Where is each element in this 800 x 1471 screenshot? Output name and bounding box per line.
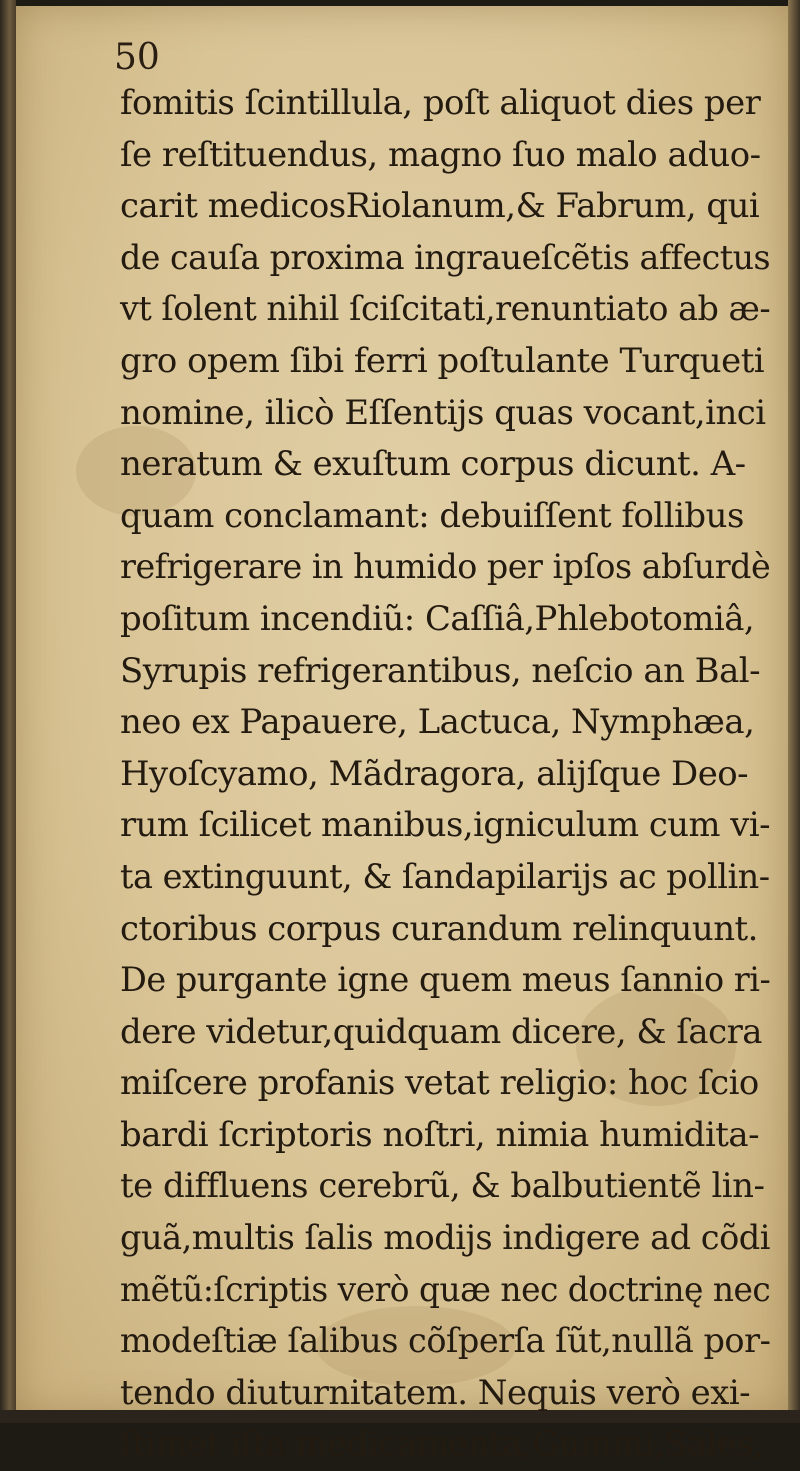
text-line: Hyoſcyamo, Mãdragora, alijſque Deo- [120, 753, 749, 794]
text-line: refrigerare in humido per ipſos abſurdè [120, 547, 771, 588]
text-line: gro opem ſibi ferri poſtulante Turqueti [120, 340, 765, 381]
body-text [120, 78, 772, 1471]
text-line: dere videtur,quidquam dicere, & ſacra [120, 1011, 763, 1052]
text-line: ſtimet iſta medicamenta,Gummi,Sales, [120, 1424, 764, 1465]
text-line: De purgante igne quem meus ſannio ri- [120, 960, 771, 1001]
text-line: guã,multis ſalis modijs indigere ad cõdi [120, 1218, 771, 1259]
text-line: carit medicosRiolanum,& Fabrum, qui [120, 186, 760, 227]
text-line: quam conclamant: debuiſſent follibus [120, 495, 744, 536]
text-line: Syrupis refrigerantibus, neſcio an Bal- [120, 650, 761, 691]
text-line: mẽtũ:ſcriptis verò quæ nec doctrinę nec [120, 1269, 771, 1310]
text-line: ſe reſtituendus, magno ſuo malo aduo- [120, 134, 761, 175]
book-spine-shadow [0, 0, 16, 1423]
text-line: nomine, ilicò Eſſentijs quas vocant,inci [120, 392, 766, 433]
text-line: te diffluens cerebrũ, & balbutientẽ lin- [120, 1166, 765, 1207]
text-line: tendo diuturnitatem. Nequis verò exi- [120, 1372, 751, 1413]
text-line: de cauſa proxima ingraueſcẽtis affectus [120, 237, 771, 278]
page-number: 50 [114, 37, 160, 78]
text-line: vt ſolent nihil ſciſcitati,renuntiato ab æ- [120, 289, 771, 330]
text-line: rum ſcilicet manibus,igniculum cum vi- [120, 805, 771, 846]
text-line: miſcere profanis vetat religio: hoc ſcio [120, 1063, 759, 1104]
text-line: ctoribus corpus curandum relinquunt. [120, 908, 758, 949]
text-line: neratum & exuſtum corpus dicunt. A- [120, 444, 746, 485]
text-line: neo ex Papauere, Lactuca, Nymphæa, [120, 702, 755, 743]
page-edge-right [788, 0, 800, 1423]
text-line: modeſtiæ ſalibus cõſperſa ſũt,nullã por- [120, 1321, 771, 1362]
text-line: ta extinguunt, & ſandapilarijs ac pollin- [120, 856, 770, 897]
text-line: bardi ſcriptoris noſtri, nimia humidita- [120, 1114, 760, 1155]
text-line: fomitis ſcintillula, poſt aliquot dies per [120, 83, 761, 123]
text-line: poſitum incendiũ: Caſſiâ,Phlebotomiâ, [120, 598, 755, 639]
